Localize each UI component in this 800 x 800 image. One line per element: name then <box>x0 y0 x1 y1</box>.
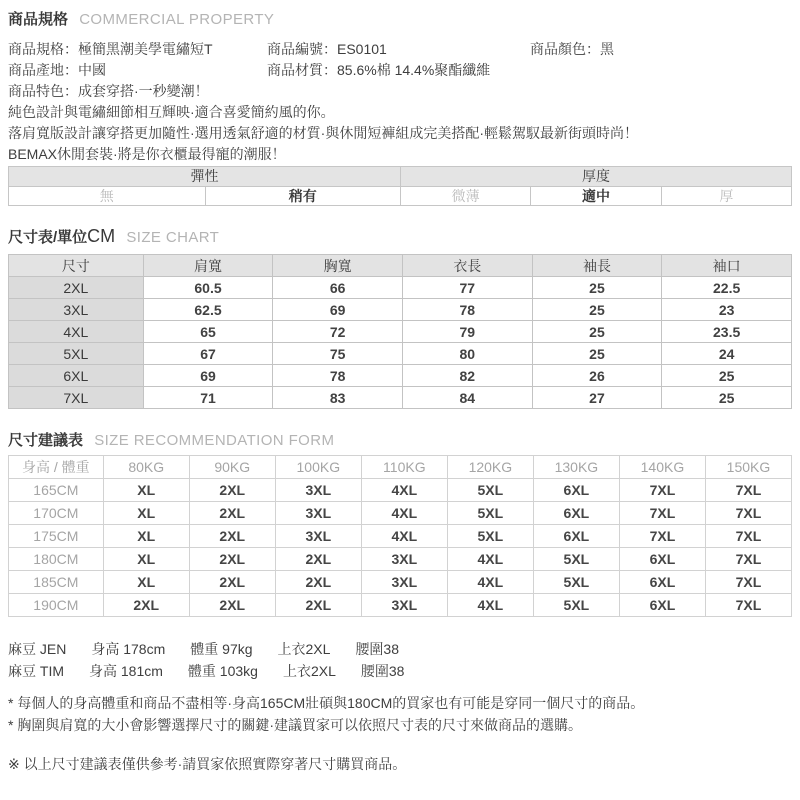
size-recommendation-table <box>8 455 792 617</box>
table-cell: 6XL <box>619 571 705 594</box>
table-cell: 7XL <box>705 594 791 617</box>
table-cell: 6XL <box>619 548 705 571</box>
table-cell: 5XL <box>533 571 619 594</box>
model-weight: 體重 103kg <box>187 663 258 679</box>
thickness-option-thick: 厚 <box>661 186 791 205</box>
elasticity-option-none: 無 <box>9 186 205 205</box>
table-cell: 79 <box>402 321 532 343</box>
model-waist: 腰圍38 <box>355 641 400 657</box>
note-line-1: * 每個人的身高體重和商品不盡相等·身高165CM壯碩與180CM的買家也有可能是穿同一個尺寸的商品。 <box>8 695 645 711</box>
size-recommendation-subtitle: SIZE RECOMMENDATION FORM <box>94 432 335 449</box>
table-cell: 7XL <box>705 525 791 548</box>
product-origin: 商品產地：中國 <box>8 62 106 78</box>
size-recommendation-title: 尺寸建議表 <box>8 432 84 449</box>
thickness-option-medium: 適中 <box>530 186 660 205</box>
column-header: 胸寬 <box>273 255 403 277</box>
elasticity-thickness-table <box>8 166 792 206</box>
column-header: 130KG <box>533 456 619 479</box>
table-cell: 7XL <box>619 479 705 502</box>
info-row-1 <box>8 39 792 60</box>
row-header: 170CM <box>9 502 104 525</box>
table-cell: 4XL <box>447 594 533 617</box>
product-material: 商品材質：85.6%棉 14.4%聚酯纖維 <box>267 62 491 78</box>
column-header: 身高 / 體重 <box>9 456 104 479</box>
table-cell: 60.5 <box>143 277 273 299</box>
note-line-2: * 胸圍與肩寬的大小會影響選擇尺寸的關鍵·建議買家可以依照尺寸表的尺寸來做商品的選購。 <box>8 717 582 733</box>
model-name: 麻豆 JEN <box>8 641 67 657</box>
table-cell: 23.5 <box>662 321 792 343</box>
column-header: 袖口 <box>662 255 792 277</box>
description-line-3: BEMAX休閒套裝·將是你衣櫃最得寵的潮服！ <box>8 146 286 162</box>
model-waist: 腰圍38 <box>360 663 405 679</box>
table-row <box>9 548 792 571</box>
model-name: 麻豆 TIM <box>8 663 64 679</box>
disclaimer-line: ※ 以上尺寸建議表僅供參考·請買家依照實際穿著尺寸購買商品。 <box>8 756 407 772</box>
table-cell: 4XL <box>361 479 447 502</box>
table-cell: 7XL <box>705 548 791 571</box>
table-cell: 62.5 <box>143 299 273 321</box>
table-row <box>9 479 792 502</box>
section-header-size-recommendation <box>8 430 792 452</box>
table-cell: 82 <box>402 365 532 387</box>
table-cell: 4XL <box>361 502 447 525</box>
header-row <box>9 255 792 277</box>
column-header: 80KG <box>103 456 189 479</box>
model-height: 身高 178cm <box>91 641 166 657</box>
table-row <box>9 571 792 594</box>
table-cell: 3XL <box>275 502 361 525</box>
product-spec: 商品規格：極簡黑潮美學電繡短T <box>8 41 213 57</box>
header-row <box>9 456 792 479</box>
description-line-1: 純色設計與電繡細節相互輝映·適合喜愛簡約風的你。 <box>8 104 335 120</box>
table-cell: 5XL <box>533 548 619 571</box>
table-cell: 4XL <box>447 571 533 594</box>
table-cell: 2XL <box>275 594 361 617</box>
row-header: 5XL <box>9 343 144 365</box>
table-cell: 2XL <box>275 548 361 571</box>
row-header: 165CM <box>9 479 104 502</box>
table-cell: 7XL <box>705 571 791 594</box>
table-cell: 69 <box>273 299 403 321</box>
table-cell: 84 <box>402 387 532 409</box>
table-cell: XL <box>103 525 189 548</box>
product-code: 商品編號：ES0101 <box>267 41 387 57</box>
table-cell: 7XL <box>705 479 791 502</box>
elasticity-header-cell: 彈性 <box>9 167 400 186</box>
table-row <box>9 343 792 365</box>
table-cell: 2XL <box>189 594 275 617</box>
section-header-commercial-property <box>8 9 792 31</box>
column-header: 90KG <box>189 456 275 479</box>
table-row <box>9 387 792 409</box>
table-cell: 69 <box>143 365 273 387</box>
table-row <box>9 594 792 617</box>
table-cell: 25 <box>532 321 662 343</box>
table-cell: 6XL <box>533 479 619 502</box>
size-chart-table <box>8 254 792 409</box>
table-cell: 2XL <box>189 571 275 594</box>
column-header: 肩寬 <box>143 255 273 277</box>
table-row <box>9 277 792 299</box>
table-row <box>9 502 792 525</box>
row-header: 180CM <box>9 548 104 571</box>
model-top-size: 上衣2XL <box>282 663 336 679</box>
table-cell: 2XL <box>275 571 361 594</box>
table-cell: 5XL <box>533 594 619 617</box>
info-row-2 <box>8 60 792 81</box>
table-cell: 25 <box>662 365 792 387</box>
model-info-block <box>8 638 792 682</box>
row-header: 7XL <box>9 387 144 409</box>
table-cell: 7XL <box>619 502 705 525</box>
table-cell: 27 <box>532 387 662 409</box>
column-header: 120KG <box>447 456 533 479</box>
table-cell: 7XL <box>705 502 791 525</box>
table-cell: XL <box>103 479 189 502</box>
description-line-2: 落肩寬版設計讓穿搭更加隨性·選用透氣舒適的材質·與休閒短褲組成完美搭配·輕鬆駕馭最新街頭時尚！ <box>8 125 638 141</box>
column-header: 110KG <box>361 456 447 479</box>
table-cell: 7XL <box>619 525 705 548</box>
footnotes-block <box>8 692 792 736</box>
elasticity-option-slight: 稍有 <box>205 186 401 205</box>
table-cell: XL <box>103 571 189 594</box>
section-header-size-chart <box>8 225 792 249</box>
thickness-header-cell: 厚度 <box>400 167 791 186</box>
table-cell: 25 <box>532 277 662 299</box>
table-cell: 2XL <box>189 548 275 571</box>
table-cell: 5XL <box>447 502 533 525</box>
elasticity-header-row <box>9 167 791 186</box>
model-height: 身高 181cm <box>89 663 163 679</box>
table-cell: 67 <box>143 343 273 365</box>
column-header: 100KG <box>275 456 361 479</box>
row-header: 6XL <box>9 365 144 387</box>
table-cell: 6XL <box>619 594 705 617</box>
product-feature: 商品特色：成套穿搭·一秒變潮！ <box>8 83 209 99</box>
model-weight: 體重 97kg <box>190 641 253 657</box>
table-cell: 3XL <box>361 594 447 617</box>
table-cell: 5XL <box>447 525 533 548</box>
row-header: 4XL <box>9 321 144 343</box>
table-cell: 23 <box>662 299 792 321</box>
table-cell: 25 <box>532 299 662 321</box>
table-cell: 77 <box>402 277 532 299</box>
table-cell: 66 <box>273 277 403 299</box>
table-cell: 26 <box>532 365 662 387</box>
table-cell: XL <box>103 502 189 525</box>
thickness-option-thin: 微薄 <box>400 186 530 205</box>
table-cell: 80 <box>402 343 532 365</box>
table-cell: 3XL <box>275 479 361 502</box>
table-cell: 75 <box>273 343 403 365</box>
elasticity-options-row <box>9 186 791 205</box>
table-cell: 78 <box>273 365 403 387</box>
table-cell: 3XL <box>361 548 447 571</box>
info-row-3 <box>8 81 792 102</box>
table-cell: 25 <box>532 343 662 365</box>
row-header: 190CM <box>9 594 104 617</box>
table-cell: 25 <box>662 387 792 409</box>
size-chart-title: 尺寸表/單位 <box>8 229 88 246</box>
table-cell: 4XL <box>361 525 447 548</box>
size-chart-subtitle: SIZE CHART <box>126 229 220 246</box>
row-header: 3XL <box>9 299 144 321</box>
column-header: 袖長 <box>532 255 662 277</box>
product-info-block <box>8 39 792 165</box>
table-cell: 6XL <box>533 502 619 525</box>
table-cell: 72 <box>273 321 403 343</box>
table-row <box>9 365 792 387</box>
table-row <box>9 299 792 321</box>
table-cell: 78 <box>402 299 532 321</box>
table-cell: 4XL <box>447 548 533 571</box>
table-cell: 65 <box>143 321 273 343</box>
model-info-row-tim <box>8 660 792 682</box>
table-cell: 5XL <box>447 479 533 502</box>
row-header: 2XL <box>9 277 144 299</box>
column-header: 150KG <box>705 456 791 479</box>
column-header: 尺寸 <box>9 255 144 277</box>
table-cell: 22.5 <box>662 277 792 299</box>
table-row <box>9 321 792 343</box>
table-cell: 3XL <box>361 571 447 594</box>
model-top-size: 上衣2XL <box>277 641 331 657</box>
page-subtitle: COMMERCIAL PROPERTY <box>79 11 275 28</box>
table-cell: 2XL <box>189 525 275 548</box>
table-cell: XL <box>103 548 189 571</box>
column-header: 140KG <box>619 456 705 479</box>
table-cell: 83 <box>273 387 403 409</box>
table-cell: 2XL <box>103 594 189 617</box>
table-cell: 71 <box>143 387 273 409</box>
table-row <box>9 525 792 548</box>
table-cell: 6XL <box>533 525 619 548</box>
table-cell: 3XL <box>275 525 361 548</box>
model-info-row-jen <box>8 638 792 660</box>
table-cell: 2XL <box>189 479 275 502</box>
page-title: 商品規格 <box>8 11 69 28</box>
row-header: 175CM <box>9 525 104 548</box>
column-header: 衣長 <box>402 255 532 277</box>
table-cell: 24 <box>662 343 792 365</box>
size-chart-unit: CM <box>87 226 116 246</box>
table-cell: 2XL <box>189 502 275 525</box>
product-color: 商品顏色：黑 <box>530 41 614 57</box>
row-header: 185CM <box>9 571 104 594</box>
